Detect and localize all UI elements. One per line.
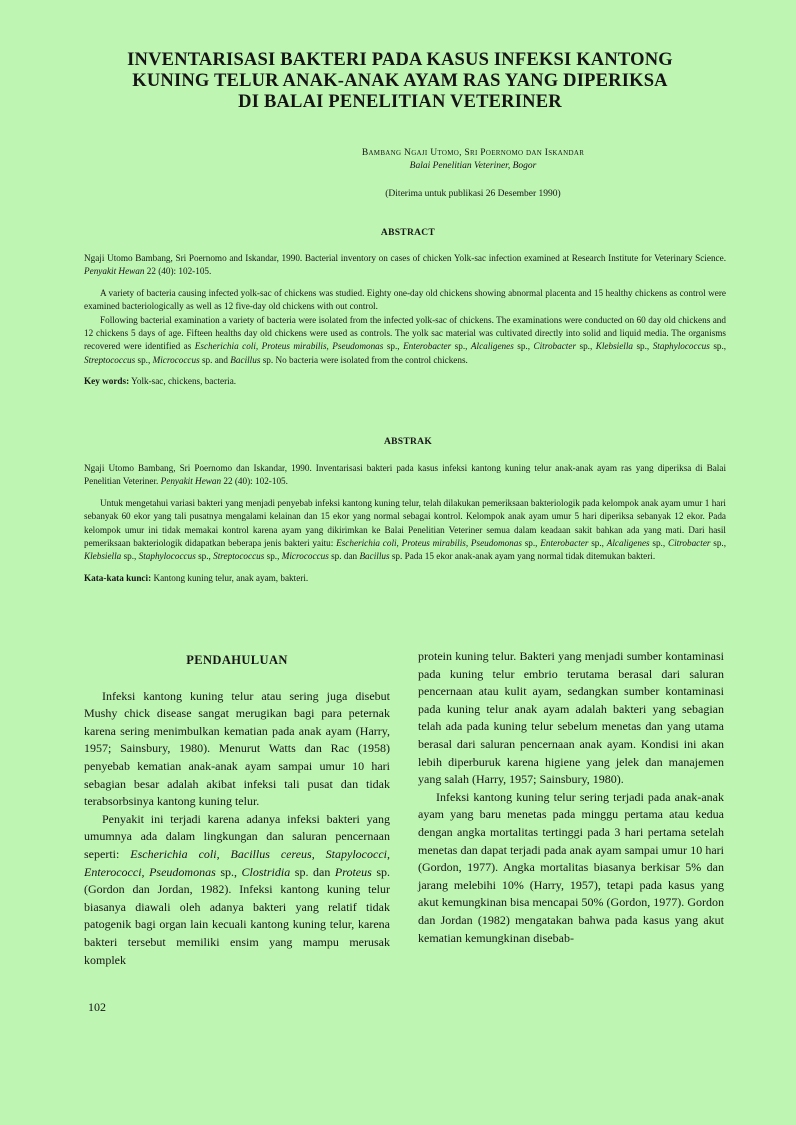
abstrak-citation bbox=[84, 462, 726, 489]
introduction-heading: PENDAHULUAN bbox=[186, 653, 288, 667]
title-line-3: DI BALAI PENELITIAN VETERINER bbox=[238, 92, 562, 112]
title-line-1: INVENTARISASI BAKTERI PADA KASUS INFEKSI KANTONG bbox=[127, 50, 673, 70]
abstract-heading: ABSTRACT bbox=[380, 228, 436, 238]
abstract-paragraph-2: Following bacterial examination a variety of bacteria were isolated from the infected yolk-sac of chickens. The examinations were conducted on 60 day old chickens and 12 chickens 5 days of age. Fifteen healths day old chickens were used as controls. The yolk sac material was cultivated directly into solid and liquid media. The organisms recovered were identified as Escherichia coli, Proteus mirabilis, Pseudomonas sp., Enterobacter sp., Alcaligenes sp., Citrobacter sp., Klebsiella sp., Staphylococcus sp., Streptococcus sp., Micrococcus sp. and Bacillus sp. No bacteria were isolated from the control chickens. bbox=[84, 314, 727, 365]
abstract-keywords-text: Yolk-sac, chickens, bacteria. bbox=[131, 376, 237, 387]
author-names: Bambang Ngaji Utomo, Sri Poernomo dan Iskandar bbox=[361, 148, 585, 158]
abstract-keywords bbox=[84, 375, 726, 388]
received-date: (Diterima untuk publikasi 26 Desember 1990) bbox=[385, 189, 561, 199]
abstract-citation bbox=[84, 252, 726, 279]
abstrak-keywords-text: Kantong kuning telur, anak ayam, bakteri. bbox=[153, 572, 309, 583]
abstrak-citation-volume: 22 (40): 102-105. bbox=[223, 476, 288, 487]
paper-title bbox=[80, 50, 720, 113]
abstract-body bbox=[84, 252, 726, 389]
abstract-citation-volume: 22 (40): 102-105. bbox=[146, 266, 212, 277]
abstrak-citation-text: Ngaji Utomo Bambang, Sri Poernomo dan Iskandar, 1990. Inventarisasi bakteri pada kasus infeksi kantong kuning telur anak-anak ayam ras yang diperiksa di Balai Penelitian Veteriner. bbox=[84, 463, 726, 487]
abstract-citation-text: Ngaji Utomo Bambang, Sri Poernomo and Iskandar, 1990. Bacterial inventory on cases of chicken Yolk-sac infection examined at Research Institute for Veterinary Science. bbox=[84, 253, 726, 263]
intro-paragraph-2: Penyakit ini terjadi karena adanya infeksi bakteri yang umumnya ada dalam lingkungan dan saluran pencernaan seperti: Escherichia coli, Bacillus cereus, Stapylococci, Enterococci, Pseudomonas sp., Clostridia sp. dan Proteus sp. (Gordon dan Jordan, 1982). Infeksi kantong kuning telur biasanya diawali oleh adanya bakteri yang relatif tidak patogenik bagi organ lain kecuali kantong kuning telur, karena bakteri tersebut memiliki ensim yang mampu merusak komplek bbox=[84, 811, 391, 967]
abstrak-keywords-label: Kata-kata kunci: bbox=[84, 572, 152, 583]
abstract-paragraph-1: A variety of bacteria causing infected yolk-sac of chickens was studied. Eighty one-day old chickens showing abnormal placenta and 15 healthy chickens as control were examined bacteriologically as well as 12 five-day old chickens with out control. bbox=[84, 287, 726, 312]
abstrak-paragraph-1: Untuk mengetahui variasi bakteri yang menjadi penyebab infeksi kantong kuning telur, telah dilakukan pemeriksaan bakteriologik pada kelompok anak ayam umur 1 hari sebanyak 60 ekor yang tali pusatnya mengalami kelainan dan 15 ekor yang normal sebagai kontrol. Kelompok anak ayam umur 5 hari diperiksa sebanyak 12 ekor. Pada kelompok umur ini tidak memakai kontrol karena ayam yang dikirimkan ke Balai Penelitian Veteriner semua dalam keadaan sakit bahkan ada yang mati. Dari hasil pemeriksaan bakteriologik didapatkan beberapa jenis bakteri yaitu: Escherichia coli, Proteus mirabilis, Pseudomonas sp., Enterobacter sp., Alcaligenes sp., Citrobacter sp., Klebsiella sp., Staphylococcus sp., Streptococcus sp., Micrococcus sp. dan Bacillus sp. Pada 15 ekor anak-anak ayam yang normal tidak ditemukan bakteri. bbox=[84, 497, 727, 562]
body-right-column bbox=[418, 648, 724, 947]
intro-paragraph-1: Infeksi kantong kuning telur atau sering juga disebut Mushy chick disease sangat merugikan bagi para peternak karena sering menimbulkan kematian pada anak ayam (Harry, 1957; Sainsbury, 1980). Menurut Watts dan Rac (1958) penyebab kematian anak-anak ayam sampai umur 10 hari sebagian besar adalah akibat infeksi tali pusat dan tidak terabsorbsinya kantong kuning telur. bbox=[84, 688, 390, 809]
abstract-journal: Penyakit Hewan bbox=[84, 266, 145, 277]
abstrak-body bbox=[84, 462, 726, 585]
abstrak-heading: ABSTRAK bbox=[383, 437, 433, 447]
abstrak-keywords bbox=[84, 572, 726, 585]
body-left-column bbox=[84, 648, 390, 969]
institution: Balai Penelitian Veteriner, Bogor bbox=[409, 161, 537, 171]
author-block bbox=[0, 147, 796, 173]
intro-paragraph-3: protein kuning telur. Bakteri yang menjadi sumber kontaminasi pada kuning telur embrio terutama berasal dari saluran pencernaan atau kulit ayam, sedangkan sumber kontaminasi pada kuning telur anak ayam adalah bakteri yang sebagian telah ada pada kuning telur sebelum menetas dan yang utama berasal dari saluran pencernaan anak ayam. Kondisi ini akan lebih diperburuk karena higiene yang jelek dan manajemen yang salah (Harry, 1957; Sainsbury, 1980). bbox=[418, 649, 724, 787]
page-number: 102 bbox=[88, 1000, 106, 1014]
title-line-2: KUNING TELUR ANAK-ANAK AYAM RAS YANG DIPERIKSA bbox=[132, 71, 668, 91]
abstract-keywords-label: Key words: bbox=[84, 376, 130, 387]
intro-paragraph-4: Infeksi kantong kuning telur sering terjadi pada anak-anak ayam yang baru menetas pada minggu pertama atau kedua dengan angka mortalitas tertinggi pada 3 hari pertama setelah menetas dan dapat terjadi pada anak ayam sampai umur 10 hari (Gordon, 1977). Angka mortalitas biasanya berkisar 5% dan jarang melebihi 10% (Harry, 1957), tetapi pada kasus yang akut kemungkinan bisa mencapai 50% (Gordon, 1977). Gordon dan Jordan (1982) mengatakan bahwa pada kasus yang akut kematian kemungkinan disebab- bbox=[418, 789, 724, 945]
abstrak-journal: Penyakit Hewan bbox=[160, 476, 222, 487]
